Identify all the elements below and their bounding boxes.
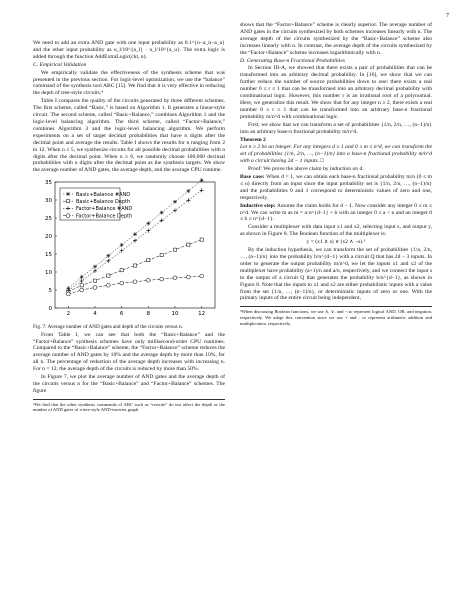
data-point	[80, 288, 84, 292]
data-point	[107, 274, 110, 277]
paragraph: First, we show that we can transform a set of probabilities {1/n, 2/n, …, (n−1)/n} into an arbitrary base-n fractional probability m/n^d.	[240, 121, 432, 135]
data-point	[133, 239, 137, 243]
legend-label: Factor+Balance #AND	[76, 206, 133, 213]
paragraph: Table I compares the quality of the circuits generated by three different schemes. The first scheme, called “Basic,” is based on Algorithm 1. It generates a linear-style circuit. The second scheme, called “Basic+Balance,” combines Algorithm 1 and the logic-level balancing algorithm. The third scheme, called “Factor+Balance,” combines Algorithm 3 and the logic-level balancing algorithm. We perform experiments on a set of target decimal probabilities that have n digits after the decimal point and average the results. Table I shows the results for n ranging from 2 to 12. When n ≤ 5, we synthesize circuits for all possible decimal probabilities with n digits after the decimal point. When n ≥ 6, we randomly choose 100,000 decimal probabilities with n digits after the decimal point as the synthesis targets. We show the average number of AND gates, the average depth, and the average CPU runtime.	[33, 98, 225, 174]
intro-paragraph: We need to add an extra AND gate with one input probability as 0.1^{n−a_n−a_u} and the other input probability as u_l/10^{a_l} · u_l/10^{a_u}. The extra logic is added through the function AddExtraLogic(ckt, n).	[33, 40, 225, 60]
data-point	[120, 243, 124, 247]
paragraph: Consider a multiplexer with data input x1 and x2, selecting input s, and output y, as shown in Figure 8. The Boolean function of the multiplexer is:	[240, 224, 432, 238]
y-tick-label: 10	[45, 270, 52, 277]
multiplexer-equation: y = (x1 ∧ s) ∨ (x2 ∧ ¬s).⁵	[306, 239, 366, 246]
chart-svg	[33, 176, 225, 324]
y-tick-label: 5	[48, 288, 52, 295]
page-number: 7	[446, 13, 449, 19]
data-point	[93, 265, 97, 269]
data-point	[200, 274, 204, 278]
data-point	[146, 229, 150, 233]
paragraph: shows that the “Factor+Balance” scheme is clearly superior. The average number of AND gates in the circuits synthesized by both schemes increases linearly with n. The average depth of the circuits synthesized by the “Basic+Balance” scheme also increases linearly with n. In contrast, the average depth of the circuits synthesized by the “Factor+Balance” scheme increases logarithmically with n.	[240, 22, 432, 56]
data-point	[200, 178, 204, 182]
data-point	[133, 280, 137, 284]
series-line	[68, 276, 201, 294]
data-point	[173, 209, 177, 213]
data-point	[160, 219, 164, 223]
data-point	[120, 249, 124, 253]
x-tick-label: 2	[66, 311, 71, 318]
footnote: ⁴We find that the other synthesis commands of ABC such as “rewrite” do not affect the depth or the number of AND gates of a tree-style AND-inverter graph.	[33, 399, 225, 413]
paragraph: In Figure 7, we plot the average number of AND gates and the average depth of the circuits versus n for the “Basic+Balance” and “Factor+Balance” schemes. The figure	[33, 374, 225, 394]
y-tick-label: 25	[45, 216, 52, 223]
data-point	[146, 279, 150, 283]
x-tick-label: 12	[198, 311, 206, 318]
footnote: ⁵When discussing Boolean functions, we use ∧, ∨, and ¬ to represent logical AND, OR, and negation, respectively. We adopt this convention since we use + and · to represent arithmetic addition and multiplication, respectively.	[240, 306, 432, 326]
y-tick-label: 0	[48, 306, 52, 313]
data-point	[160, 254, 163, 257]
data-point	[187, 243, 190, 246]
paragraph: By the induction hypothesis, we can transform the set of probabilities {1/n, 2/n, …, (n−1)/n} into the probability b/n^{d−1} with a circuit Q that has 2d − 3 inputs. In order to generate the output probability m/n^d, we let the inputs x1 and x2 of the multiplexer have probability (a+1)/n and a/n, respectively, and we connect the input s to the output of a circuit Q that generates the probability b/n^{d−1}, as shown in Figure 8. Note that the inputs to x1 and x2 are either probabilistic inputs with a value from the set {1/n, …, (n−1)/n}, or deterministic inputs of zero or one. With the primary inputs of the entire circuit being independent,	[240, 247, 432, 302]
y-tick-label: 15	[45, 252, 52, 259]
data-point	[186, 199, 190, 203]
right-column	[240, 22, 432, 326]
paragraph: From Table I, we can see that both the “Basic+Balance” and the “Factor+Balance” synthesis schemes have only millisecond-order CPU runtimes. Compared to the “Basic+Balance” scheme, the “Factor+Balance” scheme reduces the average number of AND gates by 10% and the average depth by more than 10%, for all n. The percentage of reduction of the average depth increases with increasing n. For n = 12, the average depth of the circuits is reduced by more than 50%.	[33, 331, 225, 373]
data-point	[160, 211, 164, 215]
data-point	[173, 248, 176, 251]
paragraph: In Section III-A, we showed that there exists a pair of probabilities that can be transformed into an arbitrary decimal probability. In [16], we show that we can further reduce the number of source probabilities down to one: there exists a real number 0 ≤ r ≤ 1 that can be transformed into an arbitrary decimal probability with combinational logic. However, this number r is an irrational root of a polynomial. Here, we generalize this result. We show that for any integer n ≥ 2, there exists a real number 0 ≤ r ≤ 1 that can be transformed into an arbitrary base-n fractional probability m/n^d with combinational logic.	[240, 65, 432, 120]
y-tick-label: 35	[45, 180, 52, 187]
data-point	[173, 276, 177, 280]
y-tick-label: 30	[45, 198, 52, 205]
left-column	[33, 40, 225, 413]
base-case-label: Base case:	[240, 174, 265, 181]
data-point	[147, 259, 150, 262]
y-tick-label: 20	[45, 234, 52, 241]
data-point	[93, 269, 97, 273]
theorem-title: Theorem 2	[240, 136, 266, 143]
data-point	[80, 275, 84, 279]
x-tick-label: 4	[93, 311, 97, 318]
data-point	[93, 286, 97, 290]
legend-marker	[66, 200, 69, 203]
figure-caption: Fig. 7: Average number of AND gates and depth of the circuits versus n.	[33, 324, 183, 331]
data-point	[120, 269, 123, 272]
inductive-step-text: Assume the claim holds for d − 1. Now consider any integer 0 ≤ m ≤ n^d. We can write m as m = a·n^{d−1} + b with an integer 0 ≤ a < n and an integer 0 ≤ b ≤ n^{d−1}.	[240, 202, 432, 223]
section-heading-base-n: D. Generating Base-n Fractional Probabilities	[240, 57, 345, 64]
data-point	[200, 238, 203, 241]
data-point	[160, 278, 164, 282]
section-heading-empirical-validation: C. Empirical Validation	[33, 61, 87, 68]
x-tick-label: 6	[119, 311, 124, 318]
data-point	[120, 281, 124, 285]
data-point	[146, 222, 150, 226]
data-point	[106, 254, 110, 258]
data-point	[200, 188, 204, 192]
base-case-text: When d = 1, we can obtain each base-n fractional probability m/n (0 ≤ m ≤ n) directly from an input since the input probability set is {1/n, 2/n, …, (n−1)/n} and the probabilities 0 and 1 correspond to deterministic values of zero and one, respectively.	[240, 174, 433, 201]
data-point	[133, 232, 137, 236]
data-point	[173, 200, 177, 204]
data-point	[106, 284, 110, 288]
data-point	[186, 189, 190, 193]
data-point	[66, 292, 70, 296]
data-point	[106, 259, 110, 263]
paragraph: We empirically validate the effectiveness of the synthesis scheme that was presented in the previous section. For logic-level optimization, we use the “balance” command of the synthesis tool ABC [15]. We find that it is very effective in reducing the depth of tree-style circuits.⁴	[33, 69, 225, 97]
data-point	[186, 275, 190, 279]
legend-marker	[66, 192, 70, 196]
figure-7-chart	[33, 176, 225, 324]
data-point	[133, 264, 136, 267]
x-tick-label: 10	[171, 311, 179, 318]
theorem-body: Let n ≥ 2 be an integer. For any integers d ≥ 1 and 0 ≤ m ≤ n^d, we can transform the set of probabilities {1/n, 2/n, …, (n−1)/n} into a base-n fractional probability m/n^d with a circuit having 2d − 1 inputs. □	[240, 144, 432, 165]
data-point	[80, 284, 83, 287]
data-point	[93, 279, 96, 282]
data-point	[80, 279, 84, 283]
legend-label: Basic+Balance Depth	[76, 199, 131, 206]
legend-label: Factor+Balance Depth	[76, 213, 133, 220]
x-tick-label: 8	[146, 311, 151, 318]
legend-marker	[66, 214, 70, 218]
inductive-step-label: Inductive step:	[240, 202, 276, 209]
legend-label: Basic+Balance #AND	[76, 192, 131, 199]
proof-intro: Proof: We prove the above claim by induction on d.	[248, 166, 364, 173]
